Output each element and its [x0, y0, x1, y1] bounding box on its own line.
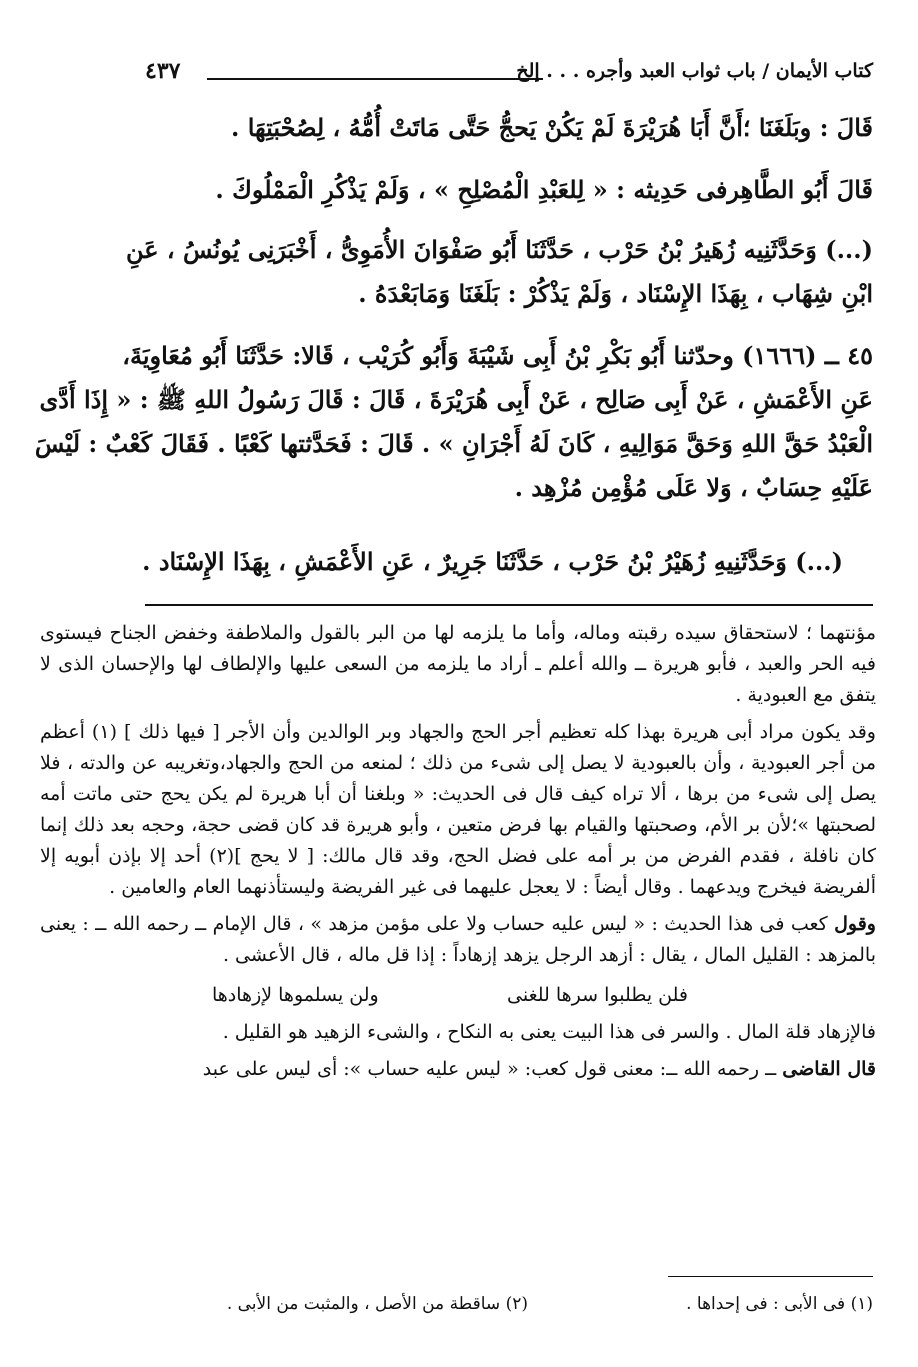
footnote-rule — [668, 1276, 873, 1277]
hadith-block-1 — [140, 106, 873, 150]
commentary-paragraph — [40, 1054, 876, 1085]
hadith-block-2 — [140, 168, 873, 212]
commentary-lead: قال القاضى — [782, 1058, 876, 1080]
hadith-line: قَالَ أَبُو الطَّاهِرفى حَدِيثه : « لِلعَبْدِ الْمُصْلِحِ » ، وَلَمْ يَذْكُرِ الْمَمْلُوكَ . — [215, 175, 873, 204]
commentary-paragraph: مؤنتهما ؛ لاستحقاق سيده رقبته وماله، وأما ما يلزمه لها من البر بالقول والملاطفة وخفض الجناح فيستوى فيه الحر والعبد ، فأبو هريرة ــ والله أعلم ـ أراد ما يلزمه من السعى عليها والإلطاف لها والإحسان الذى لا يتفق مع العبودية . — [40, 622, 876, 706]
commentary-paragraph: فالإزهاد قلة المال . والسر فى هذا البيت يعنى به النكاح ، والشىء الزهيد هو القليل . — [222, 1021, 876, 1043]
commentary-paragraph: وقد يكون مراد أبى هريرة بهذا كله تعظيم أجر الحج والجهاد وبر الوالدين وأن الأجر [ فيها ذلك ] (١) أعظم من أجر العبودية ، وأن بالعبودية لا يصل إلى شىء من ذلك ؛ لمنعه من الحج والجهاد،وتغريبه عن والدته ، فلا يصل إلى شىء من برها ، ألا تراه كيف قال فى الحديث: « وبلغنا أن أبا هريرة لم يكن يحج حتى ماتت أمه لصحبتها »؛لأن بر الأم، وصحبتها والقيام بها فرض متعين ، وأبو هريرة قد كان قضى حجة، وحجه بعد ذلك إنما كان نافلة ، فقدم الفرض من بر أمه على فضل الحج، وقد قال مالك: [ لا يحج ](٢) أحد إلا بإذن أبويه إلا ألفريضة فيخرج ويدعهما . وقال أيضاً : لا يعجل عليهما فى غير الفريضة وليستأذنهما العام والعامين . — [40, 721, 876, 898]
header-rule — [207, 78, 543, 80]
hadith-line: عَلَيْهِ حِسَابٌ ، وَلا عَلَى مُؤْمِن مُزْهِد . — [514, 473, 873, 502]
page-number: ٤٣٧ — [145, 58, 181, 84]
hadith-line: ابْنِ شِهَاب ، بِهَذَا الإِسْنَاد ، وَلَمْ يَذْكُرْ : بَلَغَنَا وَمَابَعْدَهُ . — [358, 279, 873, 308]
hadith-line: (...) وَحَدَّثَنِيه زُهَيرُ بْنُ حَرْب ، حَدَّثَنَا أَبُو صَفْوَانَ الأُمَوِىُّ ، أَخْبَرَنِى يُونُسُ ، عَنِ — [125, 235, 873, 264]
header-title: كتاب الأيمان / باب ثواب العبد وأجره . . . إلخ — [516, 60, 873, 82]
commentary-lead: وقول — [834, 913, 876, 935]
commentary-paragraph — [40, 909, 876, 971]
hadith-block-5 — [140, 540, 843, 584]
hadith-block-4 — [34, 334, 873, 510]
verse-first-hemistich: فلن يطلبوا سرها للغنى — [507, 984, 688, 1006]
running-header — [145, 58, 873, 94]
hadith-line: قَالَ : وبَلَغَنَا ؛أَنَّ أَبَا هُرَيْرَةَ لَمْ يَكُنْ يَحجُّ حَتَّى مَاتَتْ أُمُّهُ ، لِصُحْبَتِهَا . — [231, 113, 873, 142]
hadith-line: ٤٥ ــ (١٦٦٦) وحدّثنا أَبُو بَكْرِ بْنُ أَبِى شَيْبَةَ وَأَبُو كُرَيْب ، قَالا: حَدَّثَنَا أَبُو مُعَاوِيَةَ، — [122, 341, 873, 370]
text-separator — [145, 604, 873, 606]
commentary-text: ــ رحمه الله ــ: معنى قول كعب: « ليس عليه حساب »: أى ليس على عبد — [202, 1058, 783, 1080]
footnote-1: (١) فى الأبى : فى إحداها . — [686, 1294, 873, 1314]
hadith-line: (...) وَحَدَّثَنِيهِ زُهَيْرُ بْنُ حَرْب ، حَدَّثَنَا جَرِيرٌ ، عَنِ الأَعْمَشِ ، بِهَذَا الإِسْنَاد . — [142, 547, 843, 576]
hadith-block-3 — [125, 228, 873, 316]
verse-second-hemistich: ولن يسلموها لإزهادها — [212, 984, 379, 1006]
commentary — [40, 618, 876, 1091]
footnote-2: (٢) ساقطة من الأصل ، والمثبت من الأبى . — [226, 1294, 528, 1314]
poetry-verse — [40, 977, 876, 1013]
hadith-line: عَنِ الأَعْمَشِ ، عَنْ أَبِى صَالِح ، عَنْ أَبِى هُرَيْرَةَ ، قَالَ : قَالَ رَسُولُ اللهِ ﷺ : « إِذَا أَدَّى — [39, 385, 873, 414]
hadith-line: الْعَبْدُ حَقَّ اللهِ وَحَقَّ مَوَالِيهِ ، كَانَ لَهُ أَجْرَانِ » . قَالَ : فَحَدَّثتها كَعْبًا . فَقَالَ كَعْبٌ : لَيْسَ — [34, 429, 873, 458]
commentary-text: كعب فى هذا الحديث : « ليس عليه حساب ولا على مؤمن مزهد » ، قال الإمام ــ رحمه الله ــ : يعنى بالمزهد : القليل المال ، يقال : أزهد الرجل يزهد إزهاداً : إذا قل ماله ، قال الأعشى . — [40, 913, 876, 966]
